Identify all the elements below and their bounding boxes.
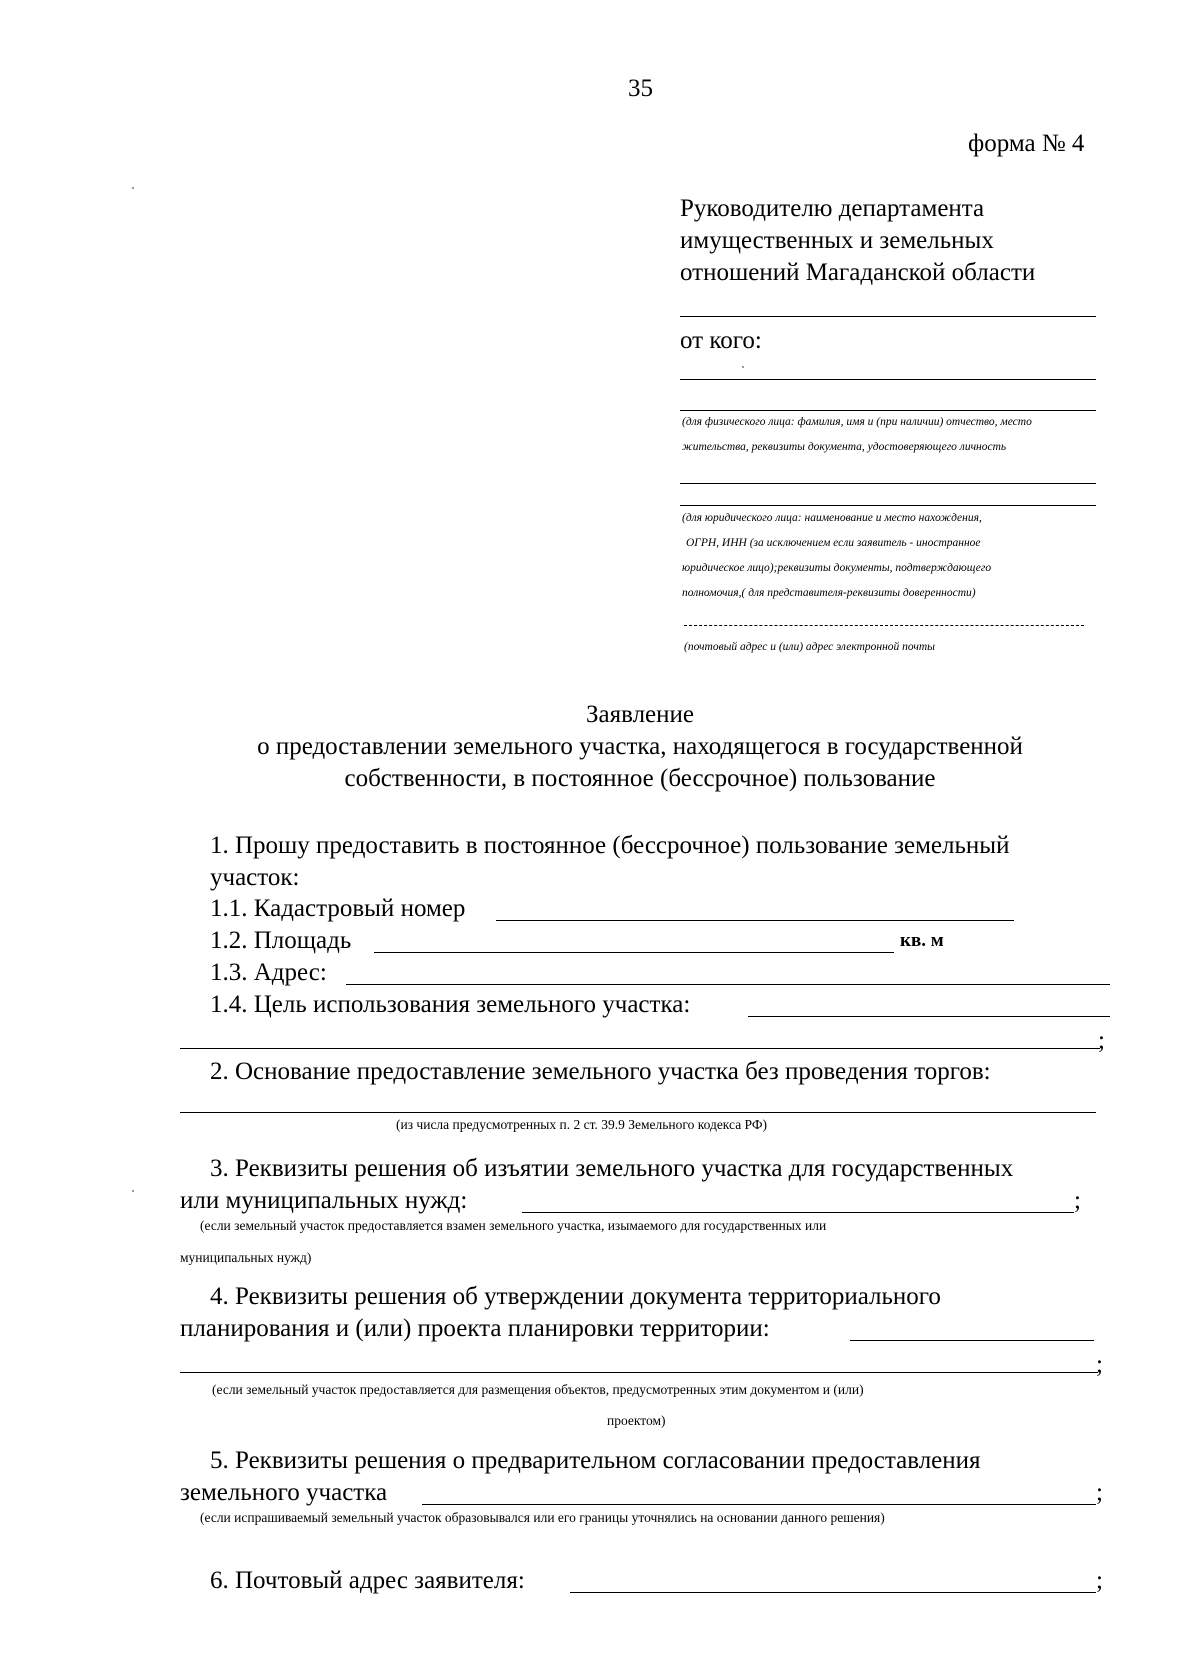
addressee-line-2: имущественных и земельных <box>680 227 994 254</box>
addressee-line-3: отношений Магаданской области <box>680 259 1036 286</box>
note-legal-3: юридическое лицо);реквизиты документы, подтверждающего <box>682 562 992 574</box>
item-4-semicolon: ; <box>1096 1351 1103 1378</box>
item-3-note-1: (если земельный участок предоставляется взамен земельного участка, изымаемого для государственных или <box>200 1218 827 1233</box>
item-4-note-2: проектом) <box>607 1413 666 1428</box>
note-legal-1: (для юридического лица: наименование и место нахождения, <box>682 512 982 524</box>
item-5-text-2: земельного участка <box>180 1479 388 1506</box>
item-1-text: 1. Прошу предоставить в постоянное (бессрочное) пользование земельный <box>210 832 1010 859</box>
item-6-semicolon: ; <box>1096 1567 1103 1594</box>
purpose-label: 1.4. Цель использования земельного участка: <box>210 991 691 1018</box>
item-3-text: 3. Реквизиты решения об изъятии земельного участка для государственных <box>210 1155 1014 1182</box>
cadastral-field[interactable] <box>496 920 1014 921</box>
cadastral-label: 1.1. Кадастровый номер <box>210 895 466 922</box>
address-dashed-line <box>684 625 1084 626</box>
document-subtitle-2: собственности, в постоянное (бессрочное) пользование <box>344 765 936 792</box>
planning-decision-field-2[interactable] <box>180 1372 1098 1373</box>
from-label: от кого: <box>680 327 762 354</box>
legal-blank-line-2 <box>680 505 1096 506</box>
note-legal-4: полномочия,( для представителя-реквизиты доверенности) <box>682 587 976 599</box>
area-label: 1.2. Площадь <box>210 927 352 954</box>
scan-speck <box>132 187 134 189</box>
from-blank-line <box>680 379 1096 380</box>
legal-blank-line <box>680 483 1096 484</box>
document-subtitle-1: о предоставлении земельного участка, находящегося в государственной <box>257 733 1023 760</box>
area-unit: кв. м <box>900 930 944 951</box>
document-title: Заявление <box>585 701 695 728</box>
item-6-label: 6. Почтовый адрес заявителя: <box>210 1567 525 1594</box>
item-5-text: 5. Реквизиты решения о предварительном согласовании предоставления <box>210 1447 981 1474</box>
postal-address-field[interactable] <box>570 1592 1096 1593</box>
note-individual-1: (для физического лица: фамилия, имя и (при наличии) отчество, место <box>682 416 1032 428</box>
scan-speck <box>132 1190 134 1192</box>
item-2-note: (из числа предусмотренных п. 2 ст. 39.9 Земельного кодекса РФ) <box>396 1117 767 1132</box>
individual-blank-line <box>680 410 1096 411</box>
item-4-note-1: (если земельный участок предоставляется для размещения объектов, предусмотренных этим документом и (или) <box>212 1382 864 1397</box>
purpose-field-2[interactable] <box>180 1048 1100 1049</box>
area-field[interactable] <box>374 952 894 953</box>
addressee-blank-line <box>680 316 1096 317</box>
basis-field[interactable] <box>180 1112 1096 1113</box>
item-5-note: (если испрашиваемый земельный участок образовывался или его границы уточнялись на основании данного решения) <box>200 1510 885 1525</box>
item-3-note-2: муниципальных нужд) <box>180 1250 312 1265</box>
addressee-line-1: Руководителю департамента <box>680 195 985 222</box>
item-1-text-2: участок: <box>210 864 300 891</box>
purpose-field[interactable] <box>748 1016 1110 1017</box>
item-4-text-2: планирования и (или) проекта планировки территории: <box>180 1315 770 1342</box>
planning-decision-field[interactable] <box>850 1340 1094 1341</box>
item-4-text: 4. Реквизиты решения об утверждении документа территориального <box>210 1283 941 1310</box>
purpose-semicolon: ; <box>1098 1027 1105 1054</box>
address-label: 1.3. Адрес: <box>210 959 327 986</box>
address-field[interactable] <box>346 984 1110 985</box>
note-individual-2: жительства, реквизиты документа, удостоверяющего личность <box>682 441 1007 453</box>
preliminary-approval-field[interactable] <box>422 1504 1096 1505</box>
scan-speck <box>742 366 744 368</box>
withdrawal-decision-field[interactable] <box>522 1212 1074 1213</box>
form-label: форма № 4 <box>968 130 1085 157</box>
item-2-text: 2. Основание предоставление земельного участка без проведения торгов: <box>210 1058 991 1085</box>
note-legal-2: ОГРН, ИНН (за исключением если заявитель - иностранное <box>686 537 981 549</box>
item-3-text-2: или муниципальных нужд: <box>180 1187 468 1214</box>
page-number: 35 <box>628 75 653 102</box>
item-3-semicolon: ; <box>1074 1187 1081 1214</box>
item-5-semicolon: ; <box>1096 1479 1103 1506</box>
note-address: (почтовый адрес и (или) адрес электронной почты <box>684 641 935 653</box>
